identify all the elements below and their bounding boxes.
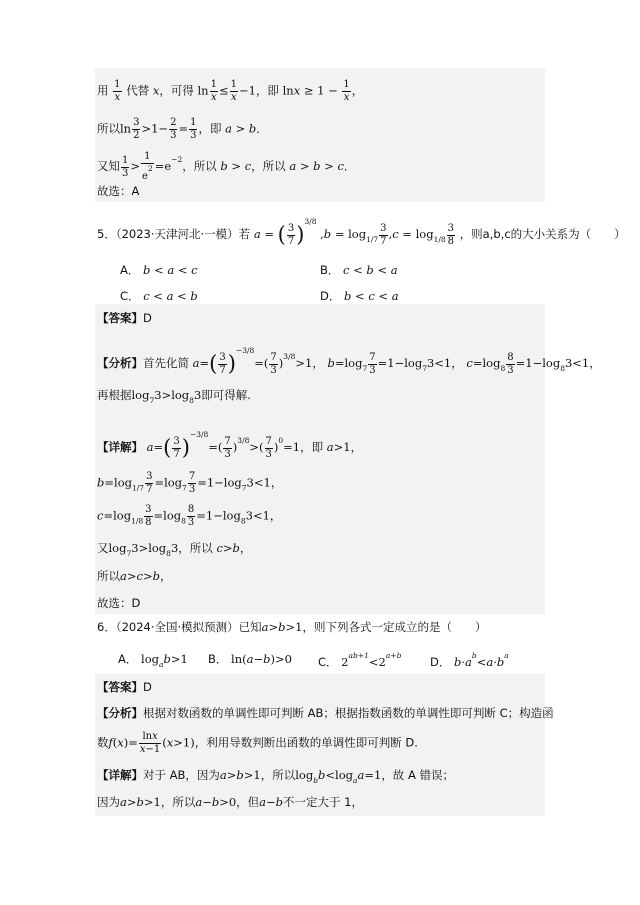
- q5-answer: 【答案】D: [97, 311, 152, 325]
- block1-line2: 所以ln $\frac{3}{2}$ >1− $\frac{2}{3}$ = $\frac{1}{3}$ ，即 a > b．: [97, 117, 268, 141]
- q5-detail-4: 又$\log_73>\log_83$，所以 c>b，: [97, 541, 252, 558]
- q6-option-d[interactable]: D． $b\cdot a^b<a\cdot b^a$: [430, 651, 509, 669]
- q6-analysis-2: 数f(x)= $\frac{\ln x}{x-1}$ (x>1)，利用导数判断出函数的单调性即可判断 D.: [97, 731, 418, 755]
- q6-option-a[interactable]: A． $\log_ab>1$: [118, 652, 188, 669]
- q5-final: 故选：D: [97, 596, 141, 610]
- block1-line4: 故选：A: [97, 184, 140, 198]
- q5-stem: 5．（2023·天津河北·一模）若 a = ( $\frac{3}{7}$ )$^{3/8}$ $,b = \log_{1/7}$ $\frac{3}{7}$ $,c = \log_{1/8}$ $\frac{3}{8}$ ，则a,b,c的大小关系为（ ）: [97, 217, 626, 247]
- q5-detail-5: 所以a>c>b，: [97, 569, 172, 583]
- q6-stem: 6．（2024·全国·模拟预测）已知a>b>1，则下列各式一定成立的是（ ）: [97, 620, 487, 634]
- q5-option-c[interactable]: C． c < a < b: [120, 289, 198, 303]
- q6-analysis-1: 【分析】根据对数函数的单调性即可判断 AB；根据指数函数的单调性即可判断 C；构造函: [97, 706, 554, 720]
- q5-detail-1: 【详解】 a=( $\frac{3}{7}$ )$^{-3/8}$=( $\frac{7}{3}$ )$^{3/8}$>( $\frac{7}{3}$ )$^0$=1，即 a>1，: [97, 430, 363, 460]
- q5-detail-3: $c=\log_{1/8}$ $\frac{3}{8}$ $=\log_8$ $\frac{8}{3}$ $=1-\log_83<1$，: [97, 504, 282, 528]
- q6-option-c[interactable]: C． $2^{ab+1}<2^{a+b}$: [318, 651, 402, 669]
- block1-line3: 又知 $\frac{1}{3}$ > $\frac{1}{e^2}$ $=e^{-2}$，所以 b > c，所以 a > b > c．: [97, 151, 356, 182]
- q6-detail-1: 【详解】对于 AB，因为a>b>1，所以$\log_bb<\log_aa=1$，故 A 错误；: [97, 768, 454, 785]
- q6-detail-2: 因为a>b>1，所以a−b>0，但a−b不一定大于 1，: [97, 795, 364, 809]
- q5-option-a[interactable]: A． b < a < c: [120, 263, 198, 277]
- q6-option-b[interactable]: B． ln(a−b)>0: [208, 652, 292, 666]
- q6-answer: 【答案】D: [97, 680, 152, 694]
- q5-analysis-2: 再根据$\log_73>\log_83$即可得解.: [97, 388, 251, 405]
- q5-option-b[interactable]: B． c < b < a: [320, 263, 398, 277]
- block1-line1: 用 $\frac{1}{x}$ 代替 x，可得 ln $\frac{1}{x}$ ≤ $\frac{1}{x}$ −1，即 lnx ≥ 1 − $\frac{1}{x}$ ，: [97, 79, 364, 103]
- q5-analysis: 【分析】首先化简 a=( $\frac{3}{7}$ )$^{-3/8}$=( $\frac{7}{3}$ )$^{3/8}$>1， $b=\log_7$ $\frac{7}{3}$ $=1-\log_73<1$， $c=\log_8$ $\frac{8}{3}$ $=1-\log_83<1$，: [97, 346, 601, 376]
- q5-detail-2: $b=\log_{1/7}$ $\frac{3}{7}$ $=\log_7$ $\frac{7}{3}$ $=1-\log_73<1$，: [97, 471, 283, 495]
- q5-option-d[interactable]: D． b < c < a: [320, 289, 399, 303]
